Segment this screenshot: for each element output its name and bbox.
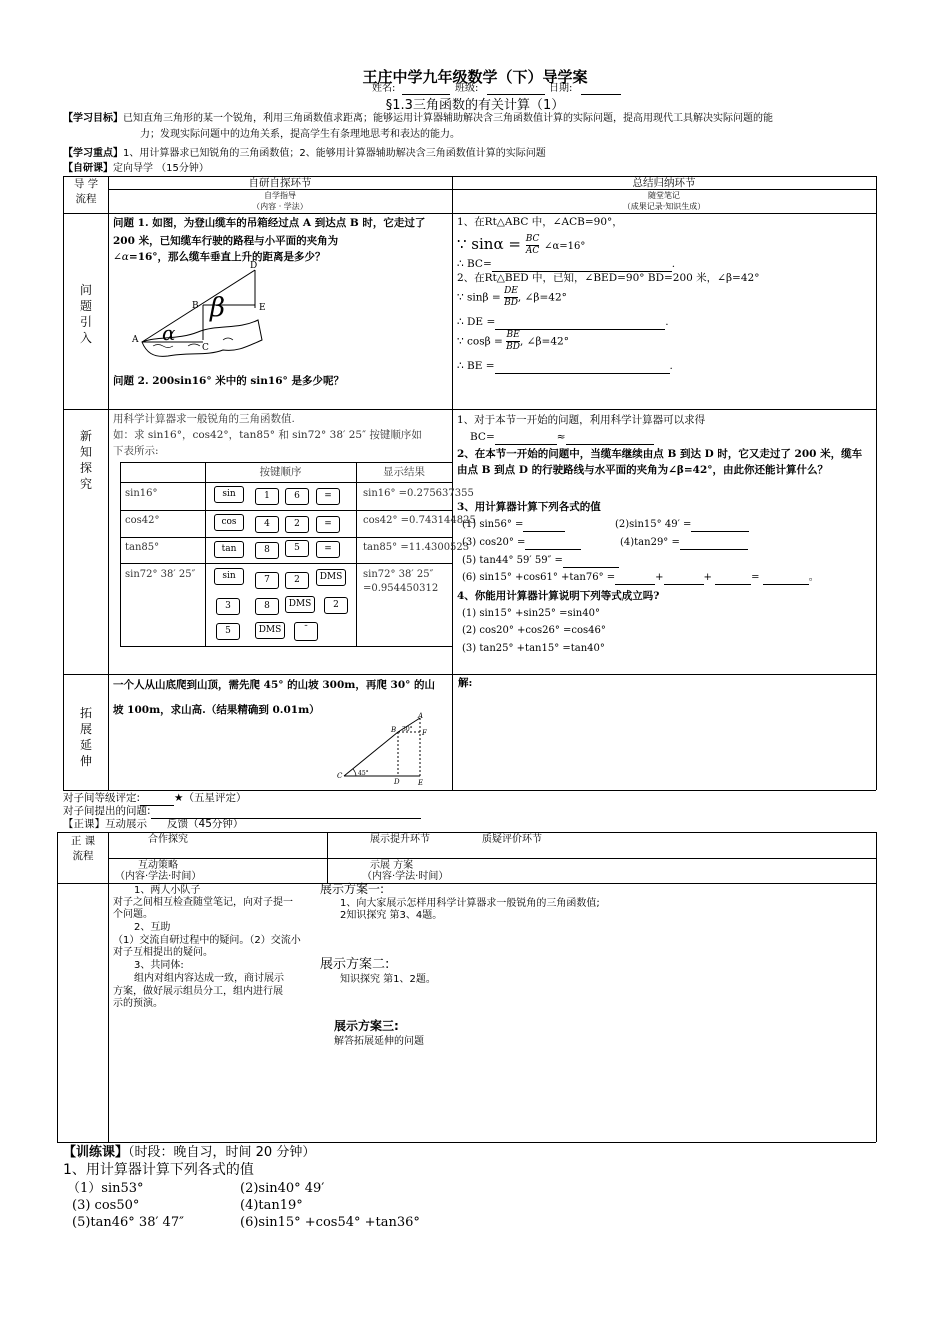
row2-result: cos42° =0.743144825 bbox=[363, 515, 476, 526]
class-sub-plan2: （内容·学法·时间） bbox=[362, 871, 449, 882]
col-flow-line1: 导 学 bbox=[73, 178, 99, 190]
p3-6-blank3[interactable] bbox=[715, 573, 751, 585]
p3-1 bbox=[462, 518, 565, 532]
fig3-30: 30° bbox=[402, 726, 413, 733]
training-item-5: (5)tan46° 38′ 47″ bbox=[72, 1215, 184, 1230]
section1-label-char: 问 bbox=[79, 283, 92, 297]
r2-formula2 bbox=[457, 330, 569, 353]
q1-line2: 200 米，已知缆车行驶的路程与小平面的夹角为 bbox=[113, 235, 339, 247]
self-study-label: 【自研课】 bbox=[63, 163, 113, 174]
star-icon: ★（五星评定） bbox=[174, 792, 247, 804]
r1-answer: ∴ BC= . bbox=[457, 258, 676, 270]
key-2[interactable]: 2 bbox=[285, 572, 309, 589]
r1-fraction bbox=[526, 234, 540, 257]
row3-result: tan85° =11.4300523 bbox=[363, 542, 470, 553]
section2-label-char: 探 bbox=[79, 461, 92, 475]
key-5[interactable]: 5 bbox=[285, 540, 309, 557]
key-sin[interactable]: sin bbox=[214, 568, 244, 585]
key-dms[interactable]: DMS bbox=[285, 596, 315, 613]
fig-label-a: A bbox=[132, 335, 139, 345]
key-equals[interactable]: = bbox=[316, 516, 340, 533]
r2-f1-rhs: , ∠β=42° bbox=[517, 291, 567, 304]
q1-line1: 问题 1. 如图，为登山缆车的吊箱经过点 A 到达点 B 时，它走过了 bbox=[113, 217, 426, 229]
key-3[interactable]: 3 bbox=[216, 598, 240, 615]
lesson-title: §1.3三角函数的有关计算（1） bbox=[385, 98, 565, 113]
r2-f2-lhs: ∵ cosβ = bbox=[457, 335, 503, 348]
class-sub-strategy2: （内容·学法·时间） bbox=[115, 871, 202, 882]
objectives bbox=[63, 112, 893, 126]
r2-f2-fraction bbox=[506, 330, 520, 353]
p3-6: (6) sin15° +cos61° +tan76° = + + = 。 bbox=[462, 572, 819, 583]
key-points-label: 【学习重点】 bbox=[63, 148, 123, 159]
key-sin[interactable]: sin bbox=[214, 486, 244, 503]
r1-answer-label: ∴ BC= bbox=[457, 258, 492, 270]
section3-label bbox=[78, 705, 94, 769]
row2-expr: cos42° bbox=[125, 515, 160, 526]
name-label: 姓名: bbox=[372, 83, 396, 94]
strategy-3b: 组内对组内容达成一致，商讨展示 bbox=[134, 973, 284, 984]
objectives-line2: 力；发现实际问题中的边角关系，提高学生有条理地思考和表达的能力。 bbox=[140, 129, 460, 140]
strategy-3d: 示的预演。 bbox=[113, 998, 163, 1009]
self-study-text: 定向导学 （15分钟） bbox=[113, 163, 209, 174]
key-degree[interactable]: ¯ bbox=[294, 622, 318, 641]
r1-den: AC bbox=[525, 245, 540, 256]
r1-angle: ∠α=16° bbox=[544, 241, 586, 252]
p2a: 2、在本节一开始的问题中，当缆车继续由点 B 到达 D 时，它又走过了 200 米，缆车 bbox=[457, 448, 863, 460]
peer-question-label: 对子间提出的问题: bbox=[63, 805, 151, 817]
objectives-label: 【学习目标】 bbox=[63, 113, 123, 124]
mountain-figure bbox=[336, 710, 432, 786]
plan1-text: 1、向大家展示怎样用科学计算器求一般锐角的三角函数值; bbox=[340, 898, 600, 909]
class-col-show: 展示提升环节 bbox=[370, 834, 430, 845]
fig3-label-b: B bbox=[391, 726, 397, 734]
p3-1-label: (1) sin56° = bbox=[462, 519, 524, 530]
class-text2: 反馈（45分钟） bbox=[167, 818, 244, 830]
col-summary-header: 总结归纳环节 bbox=[632, 177, 696, 189]
fig-label-e: E bbox=[259, 303, 266, 313]
section3-label-char: 伸 bbox=[79, 754, 92, 768]
strategy-2: 2、互助 bbox=[134, 922, 171, 933]
r2-f2-num: BE bbox=[506, 330, 520, 340]
s2-intro3: 下表所示: bbox=[113, 445, 159, 457]
fig-label-d: D bbox=[250, 261, 258, 271]
p4: 4、你能用计算器计算说明下列等式成立吗? bbox=[457, 590, 660, 602]
training-item-6: (6)sin15° +cos54° +tan36° bbox=[240, 1215, 420, 1230]
plan3-text: 解答拓展延伸的问题 bbox=[334, 1036, 424, 1047]
section1-label-char: 题 bbox=[79, 299, 92, 313]
p3-6-blank2[interactable] bbox=[664, 573, 704, 585]
class-sub-plan: 示展 方案 bbox=[370, 860, 414, 871]
th-result: 显示结果 bbox=[383, 466, 425, 478]
strategy-1c: 个问题。 bbox=[113, 909, 153, 920]
cable-car-figure bbox=[128, 260, 268, 362]
section3-label-char: 延 bbox=[79, 738, 92, 752]
training-q1: 1、用计算器计算下列各式的值 bbox=[63, 1162, 254, 1178]
col-summary-sub2: （成果记录·知识生成） bbox=[622, 202, 706, 211]
p3-5-blank[interactable] bbox=[563, 556, 619, 568]
p1-blank2[interactable] bbox=[566, 433, 654, 445]
col-summary-sub1: 随堂笔记 bbox=[648, 191, 680, 200]
r2-answer2-blank[interactable] bbox=[495, 362, 670, 374]
r2-f2-rhs: , ∠β=42° bbox=[520, 335, 569, 348]
strategy-2c: 对子互相提出的疑问。 bbox=[113, 947, 213, 958]
p4-2: (2) cos20° +cos26° =cos46° bbox=[462, 625, 606, 636]
key-points bbox=[63, 147, 546, 161]
r1-num: BC bbox=[525, 233, 540, 244]
p3-6-label: (6) sin15° +cos61° +tan76° = bbox=[462, 572, 616, 583]
plan2-text: 知识探究 第1、2题。 bbox=[340, 974, 436, 985]
fig-alpha: α bbox=[162, 321, 176, 345]
col-selfstudy-sub bbox=[108, 190, 452, 212]
row4-result: sin72° 38′ 25″ =0.954450312 bbox=[363, 569, 439, 594]
p3-6-blank1[interactable] bbox=[615, 573, 655, 585]
strategy-1b: 对子之间相互检查随堂笔记，向对子提一 bbox=[113, 897, 293, 908]
fig-label-b: B bbox=[192, 301, 199, 311]
p4-1: (1) sin15° +sin25° =sin40° bbox=[462, 608, 600, 619]
key-cos[interactable]: cos bbox=[214, 514, 244, 531]
fig-beta: β bbox=[210, 293, 226, 323]
class-heading bbox=[63, 817, 243, 832]
p3-6-plus: + bbox=[655, 572, 664, 583]
row4-expr: sin72° 38′ 25″ bbox=[125, 569, 196, 580]
class-col-flow-1: 正 课 bbox=[70, 835, 96, 847]
self-study-heading bbox=[63, 162, 209, 176]
p1-answer bbox=[470, 430, 654, 445]
p3-6-plus: + bbox=[703, 572, 712, 583]
p3-2-label: (2)sin15° 49′ = bbox=[615, 519, 692, 530]
r2-f1-lhs: ∵ sinβ = bbox=[457, 291, 501, 304]
row1-expr: sin16° bbox=[125, 488, 158, 499]
p3-5-label: (5) tan44° 59′ 59″ = bbox=[462, 555, 563, 566]
plan1-text2: 2知识探究 第3、4题。 bbox=[340, 910, 443, 921]
key-8[interactable]: 8 bbox=[255, 542, 279, 559]
p1: 1、对于本节一开始的问题，利用科学计算器可以求得 bbox=[457, 414, 706, 426]
p3-6-blank4[interactable] bbox=[763, 573, 809, 585]
r2-f2-den: BD bbox=[506, 342, 521, 352]
key-dms[interactable]: DMS bbox=[255, 622, 285, 639]
section2-label-char: 究 bbox=[79, 477, 92, 491]
r2-f1-fraction bbox=[504, 286, 518, 309]
class-col-flow-2: 流程 bbox=[72, 850, 94, 862]
section3-label-char: 展 bbox=[79, 722, 92, 736]
training-item-2: (2)sin40° 49′ bbox=[240, 1181, 325, 1196]
p3: 3、用计算器计算下列各式的值 bbox=[457, 501, 601, 513]
plan3-title: 展示方案三: bbox=[334, 1019, 399, 1033]
r2-answer2-label: ∴ BE = bbox=[457, 360, 495, 372]
q1-line3-text: =16°，那么缆车垂直上升的距离是多少？ bbox=[128, 251, 326, 263]
fig3-label-e: E bbox=[418, 779, 424, 786]
class-text1: 互动展示 bbox=[105, 818, 147, 830]
r1-formula bbox=[457, 232, 585, 259]
section2-label-char: 知 bbox=[79, 445, 92, 459]
p1-bc: BC= bbox=[470, 431, 495, 443]
r2-f1-num: DE bbox=[504, 286, 518, 296]
col-flow-header bbox=[64, 177, 108, 207]
p3-4-blank[interactable] bbox=[680, 538, 748, 550]
key-points-text: 1、用计算器求已知锐角的三角函数值；2、能够用计算器辅助解决含三角函数值计算的实际问题 bbox=[123, 148, 546, 159]
fig3-label-d: D bbox=[394, 778, 400, 786]
s2-intro2: 如：求 sin16°，cos42°，tan85° 和 sin72° 38′ 25″ 按键顺序如 bbox=[113, 429, 422, 441]
key-equals[interactable]: = bbox=[316, 541, 340, 558]
strategy-1: 1、两人小队子 bbox=[134, 885, 201, 896]
page-title: 王庄中学九年级数学（下）导学案 bbox=[362, 68, 588, 86]
p3-3-blank[interactable] bbox=[525, 538, 581, 550]
s2-intro1: 用科学计算器求一般锐角的三角函数值. bbox=[113, 413, 295, 425]
r2-answer1-label: ∴ DE = bbox=[457, 316, 496, 328]
key-2[interactable]: 2 bbox=[285, 516, 309, 533]
p2b: 由点 B 到点 D 的行驶路线与水平面的夹角为∠β=42°，由此你还能计算什么？ bbox=[457, 464, 829, 476]
th-keys: 按键顺序 bbox=[259, 466, 302, 478]
fig-label-c: C bbox=[202, 343, 209, 353]
training-item-4: (4)tan19° bbox=[240, 1198, 303, 1213]
p3-3-label: (3) cos20° = bbox=[462, 537, 526, 548]
r2: 2、在Rt△BED 中，已知，∠BED=90° BD=200 米，∠β=42° bbox=[457, 272, 760, 284]
col-summary-sub bbox=[452, 190, 876, 212]
training-item-1: （1）sin53° bbox=[67, 1181, 144, 1196]
r1: 1、在Rt△ABC 中，∠ACB=90°， bbox=[457, 216, 623, 228]
section3-label-char: 拓 bbox=[79, 706, 92, 720]
key-4[interactable]: 4 bbox=[255, 516, 279, 533]
p3-4-label: (4)tan29° = bbox=[620, 537, 680, 548]
class-col-flow bbox=[58, 834, 108, 864]
class-col-eval: 质疑评价环节 bbox=[482, 834, 542, 845]
row3-expr: tan85° bbox=[125, 542, 160, 553]
p1-approx: ≈ bbox=[556, 431, 566, 443]
s3-text1: 一个人从山底爬到山顶，需先爬 45° 的山坡 300m，再爬 30° 的山 bbox=[113, 679, 436, 691]
strategy-2b: （1）交流自研过程中的疑问。（2）交流小 bbox=[113, 935, 301, 946]
plan2-title: 展示方案二: bbox=[320, 957, 390, 972]
key-2[interactable]: 2 bbox=[324, 597, 348, 614]
p3-5 bbox=[462, 554, 619, 568]
p3-4 bbox=[620, 536, 748, 550]
key-dms[interactable]: DMS bbox=[316, 569, 346, 586]
section1-label-char: 入 bbox=[79, 331, 92, 345]
key-5[interactable]: 5 bbox=[216, 623, 240, 640]
key-7[interactable]: 7 bbox=[255, 572, 279, 589]
p3-6-equals: = bbox=[751, 572, 760, 583]
s3-text2: 坡 100m，求山高.（结果精确到 0.01m） bbox=[113, 704, 320, 716]
p3-2-blank[interactable] bbox=[691, 520, 749, 532]
p1-blank1[interactable] bbox=[495, 433, 557, 445]
training-heading bbox=[63, 1144, 315, 1161]
r2-answer1: ∴ DE = . bbox=[457, 316, 669, 328]
row1-result: sin16° =0.275637355 bbox=[363, 488, 474, 499]
col-selfstudy-sub1: 自学指导 bbox=[264, 191, 296, 200]
col-flow-line2: 流程 bbox=[75, 193, 97, 205]
r2-answer2: ∴ BE = . bbox=[457, 360, 673, 372]
section2-label bbox=[78, 428, 94, 492]
r2-formula1 bbox=[457, 286, 567, 309]
key-6[interactable]: 6 bbox=[285, 488, 309, 505]
training-label: 【训练课】 bbox=[63, 1145, 129, 1160]
strategy-3: 3、共同体: bbox=[134, 960, 184, 971]
peer-rating-label: 对子间等级评定: bbox=[63, 792, 141, 804]
fig3-45: 45° bbox=[358, 770, 369, 777]
training-text: （时段：晚自习，时间 20 分钟） bbox=[128, 1145, 316, 1160]
p3-2 bbox=[615, 518, 749, 532]
q2: 问题 2. 200sin16° 米中的 sin16° 是多少呢？ bbox=[113, 375, 344, 387]
r2-f1-den: BD bbox=[504, 298, 518, 308]
alpha-symbol: ∠α bbox=[113, 251, 129, 263]
r1-formula-lhs: ∵ sinα = bbox=[457, 235, 521, 253]
col-selfstudy-sub2: （内容 · 学法） bbox=[252, 202, 308, 211]
fig3-label-f: F bbox=[422, 729, 427, 737]
s3-answer-label: 解: bbox=[458, 677, 473, 689]
key-8[interactable]: 8 bbox=[255, 598, 279, 615]
fig3-label-a: A bbox=[418, 712, 424, 720]
training-item-3: (3) cos50° bbox=[72, 1198, 140, 1213]
class-label: 班级: bbox=[455, 83, 479, 94]
section1-label-char: 引 bbox=[79, 315, 92, 329]
key-1[interactable]: 1 bbox=[255, 488, 279, 505]
r2-answer1-blank[interactable] bbox=[495, 318, 665, 330]
p3-1-blank[interactable] bbox=[523, 520, 565, 532]
class-label: 【正课】 bbox=[63, 818, 105, 830]
key-tan[interactable]: tan bbox=[214, 541, 244, 558]
class-col-coop: 合作探究 bbox=[148, 834, 188, 845]
p3-3 bbox=[462, 536, 581, 550]
key-equals[interactable]: = bbox=[316, 488, 340, 505]
strategy-3c: 方案，做好展示组员分工，组内进行展 bbox=[113, 986, 283, 997]
class-sub-strategy: 互动策略 bbox=[138, 860, 178, 871]
objectives-line1: 已知直角三角形的某一个锐角，利用三角函数值求距离；能够运用计算器辅助解决含三角函数值计算的实际问题，提高用现代工具解决实际问题的能 bbox=[123, 113, 773, 124]
fig3-label-c: C bbox=[337, 772, 343, 780]
section1-label bbox=[78, 282, 94, 346]
plan1-title: 展示方案一: bbox=[320, 882, 385, 896]
section2-label-char: 新 bbox=[79, 429, 92, 443]
p4-3: (3) tan25° +tan15° =tan40° bbox=[462, 643, 605, 654]
date-label: 日期: bbox=[549, 83, 573, 94]
col-selfstudy-header: 自研自探环节 bbox=[248, 177, 312, 189]
